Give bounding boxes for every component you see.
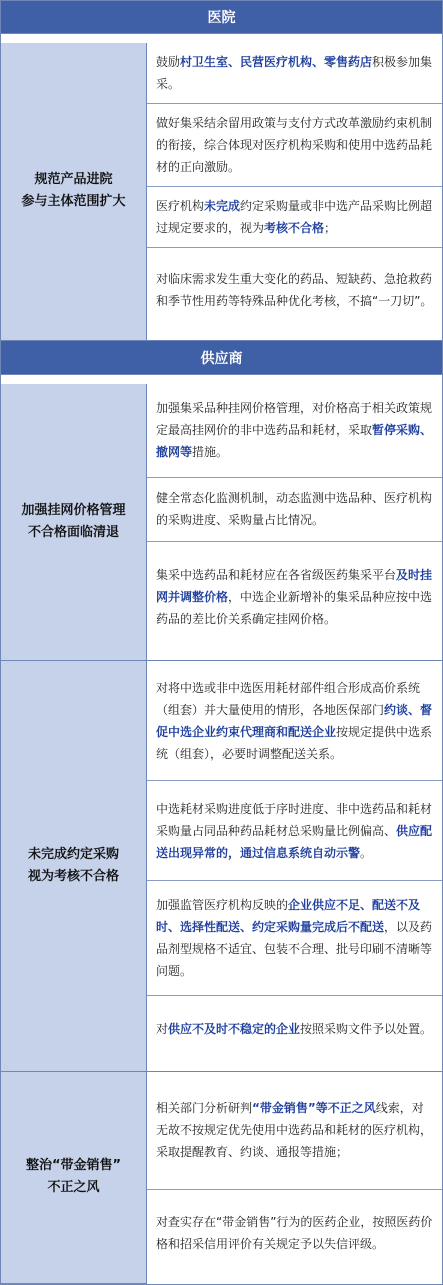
category-label-line: 整治“带金销售”: [25, 1158, 122, 1174]
policy-text: 医疗机构: [156, 198, 205, 213]
category-label: [1, 661, 147, 1072]
policy-text: 对查实存在“带金销售”行为的医药企业，按照医药价格和招采信用评价有关规定予以失信评级。: [156, 1214, 433, 1251]
policy-text: 措施。: [192, 445, 229, 459]
policy-item: [147, 43, 442, 104]
policy-text: 。: [360, 845, 373, 860]
highlight-text: 村卫生室、民营医疗机构、零售药店: [180, 54, 373, 69]
category-label: [1, 1072, 147, 1285]
policy-text: 按照采购文件予以处置。: [300, 1022, 433, 1036]
category-label-line: 加强挂网价格管理: [21, 502, 126, 518]
policy-item: [147, 542, 442, 652]
policy-item: [147, 881, 442, 996]
policy-text: 健全常态化监测机制，动态监测中选品种、医疗机构的采购进度、采购量占比情况。: [156, 491, 433, 527]
highlight-text: 考核不合格: [264, 220, 325, 235]
category-label-line: 规范产品进院: [34, 172, 113, 188]
policy-text: 按规定提供中选系统（组套），必要时调整配送关系。: [156, 724, 433, 761]
category-label: [1, 43, 147, 342]
highlight-text: 暂停采购、撤网等: [156, 423, 433, 459]
policy-text: ；: [324, 220, 337, 235]
highlight-text: 供应不及时不稳定的企业: [168, 1022, 301, 1036]
highlight-text: 企业供应不足、配送不及时、选择性配送、约定采购量完成后不配送: [156, 898, 421, 934]
highlight-text: 约谈、督促中选企业约束代理商和配送企业: [156, 702, 433, 739]
policy-item: [147, 996, 442, 1062]
policy-text: 集采中选药品和耗材应在各省级医药集采平台: [156, 567, 397, 582]
policy-text: 加强集采品种挂网价格管理，对价格高于相关政策规定最高挂网价的非中选药品和耗材，采取: [156, 401, 433, 437]
policy-item: [147, 384, 442, 478]
category-label-line: 未完成约定采购: [27, 846, 119, 862]
policy-text: 对将中选或非中选医用耗材部件组合形成高价系统（组套）并大量使用的情形，各地医保部门: [156, 680, 421, 717]
highlight-text: 及时挂网并调整价格: [156, 567, 433, 604]
policy-item: [147, 781, 442, 881]
policy-text: 做好集采结余留用政策与支付方式改革激励约束机制的衔接，综合体现对医疗机构采购和使用中选药品耗材的正向激励。: [156, 115, 433, 174]
policy-item: [147, 104, 442, 187]
section-header-supplier: 供应商: [1, 341, 442, 375]
policy-text: 相关部门分析研判: [156, 1101, 253, 1115]
policy-item: [147, 187, 442, 248]
policy-text: 积极参加集采。: [156, 54, 433, 91]
category-label-line: 参与主体范围扩大: [21, 194, 126, 210]
policy-item: [147, 1072, 442, 1190]
policy-item: [147, 661, 442, 781]
category-label: [1, 384, 147, 662]
policy-group: [147, 1072, 442, 1285]
policy-item: [147, 248, 442, 332]
policy-group: [147, 661, 442, 1072]
category-label-line: 不正之风: [47, 1180, 100, 1196]
policy-text: 线索，对无故不按规定优先使用中选药品和耗材的医疗机构，采取提醒教育、约谈、通报等措施；: [156, 1101, 433, 1159]
policy-text: 鼓励: [156, 54, 181, 69]
policy-text: 中选耗材采购进度低于序时进度、非中选药品和耗材采购量占同品种药品耗材总采购量比例偏高、: [156, 801, 433, 838]
highlight-text: 未完成: [204, 198, 241, 213]
highlight-text: “带金销售”等不正之风: [252, 1101, 376, 1115]
policy-item: [147, 1190, 442, 1276]
policy-text: 对临床需求发生重大变化的药品、短缺药、急抢救药和季节性用药等特殊品种优化考核，不搞“一刀切”。: [156, 271, 433, 308]
policy-group: [147, 384, 442, 662]
policy-group: [147, 43, 442, 342]
policy-item: [147, 478, 442, 542]
category-label-line: 视为考核不合格: [27, 868, 119, 884]
policy-text: 加强监管医疗机构反映的: [156, 898, 289, 912]
policy-text: 约定采购量或非中选产品采购比例超过规定要求的，视为: [156, 198, 433, 235]
category-label-line: 不合格面临清退: [27, 524, 119, 540]
highlight-text: 供应配送出现异常的，通过信息系统自动示警: [156, 823, 433, 860]
policy-text: ，以及药品剂型规格不适宜、包装不合理、批号印刷不清晰等问题。: [156, 920, 433, 978]
policy-text: 对: [156, 1022, 169, 1036]
section-header-hospital: 医院: [1, 1, 442, 34]
policy-text: ，中选企业新增补的集采品种应按中选药品的差比价关系确定挂网价格。: [156, 589, 433, 626]
